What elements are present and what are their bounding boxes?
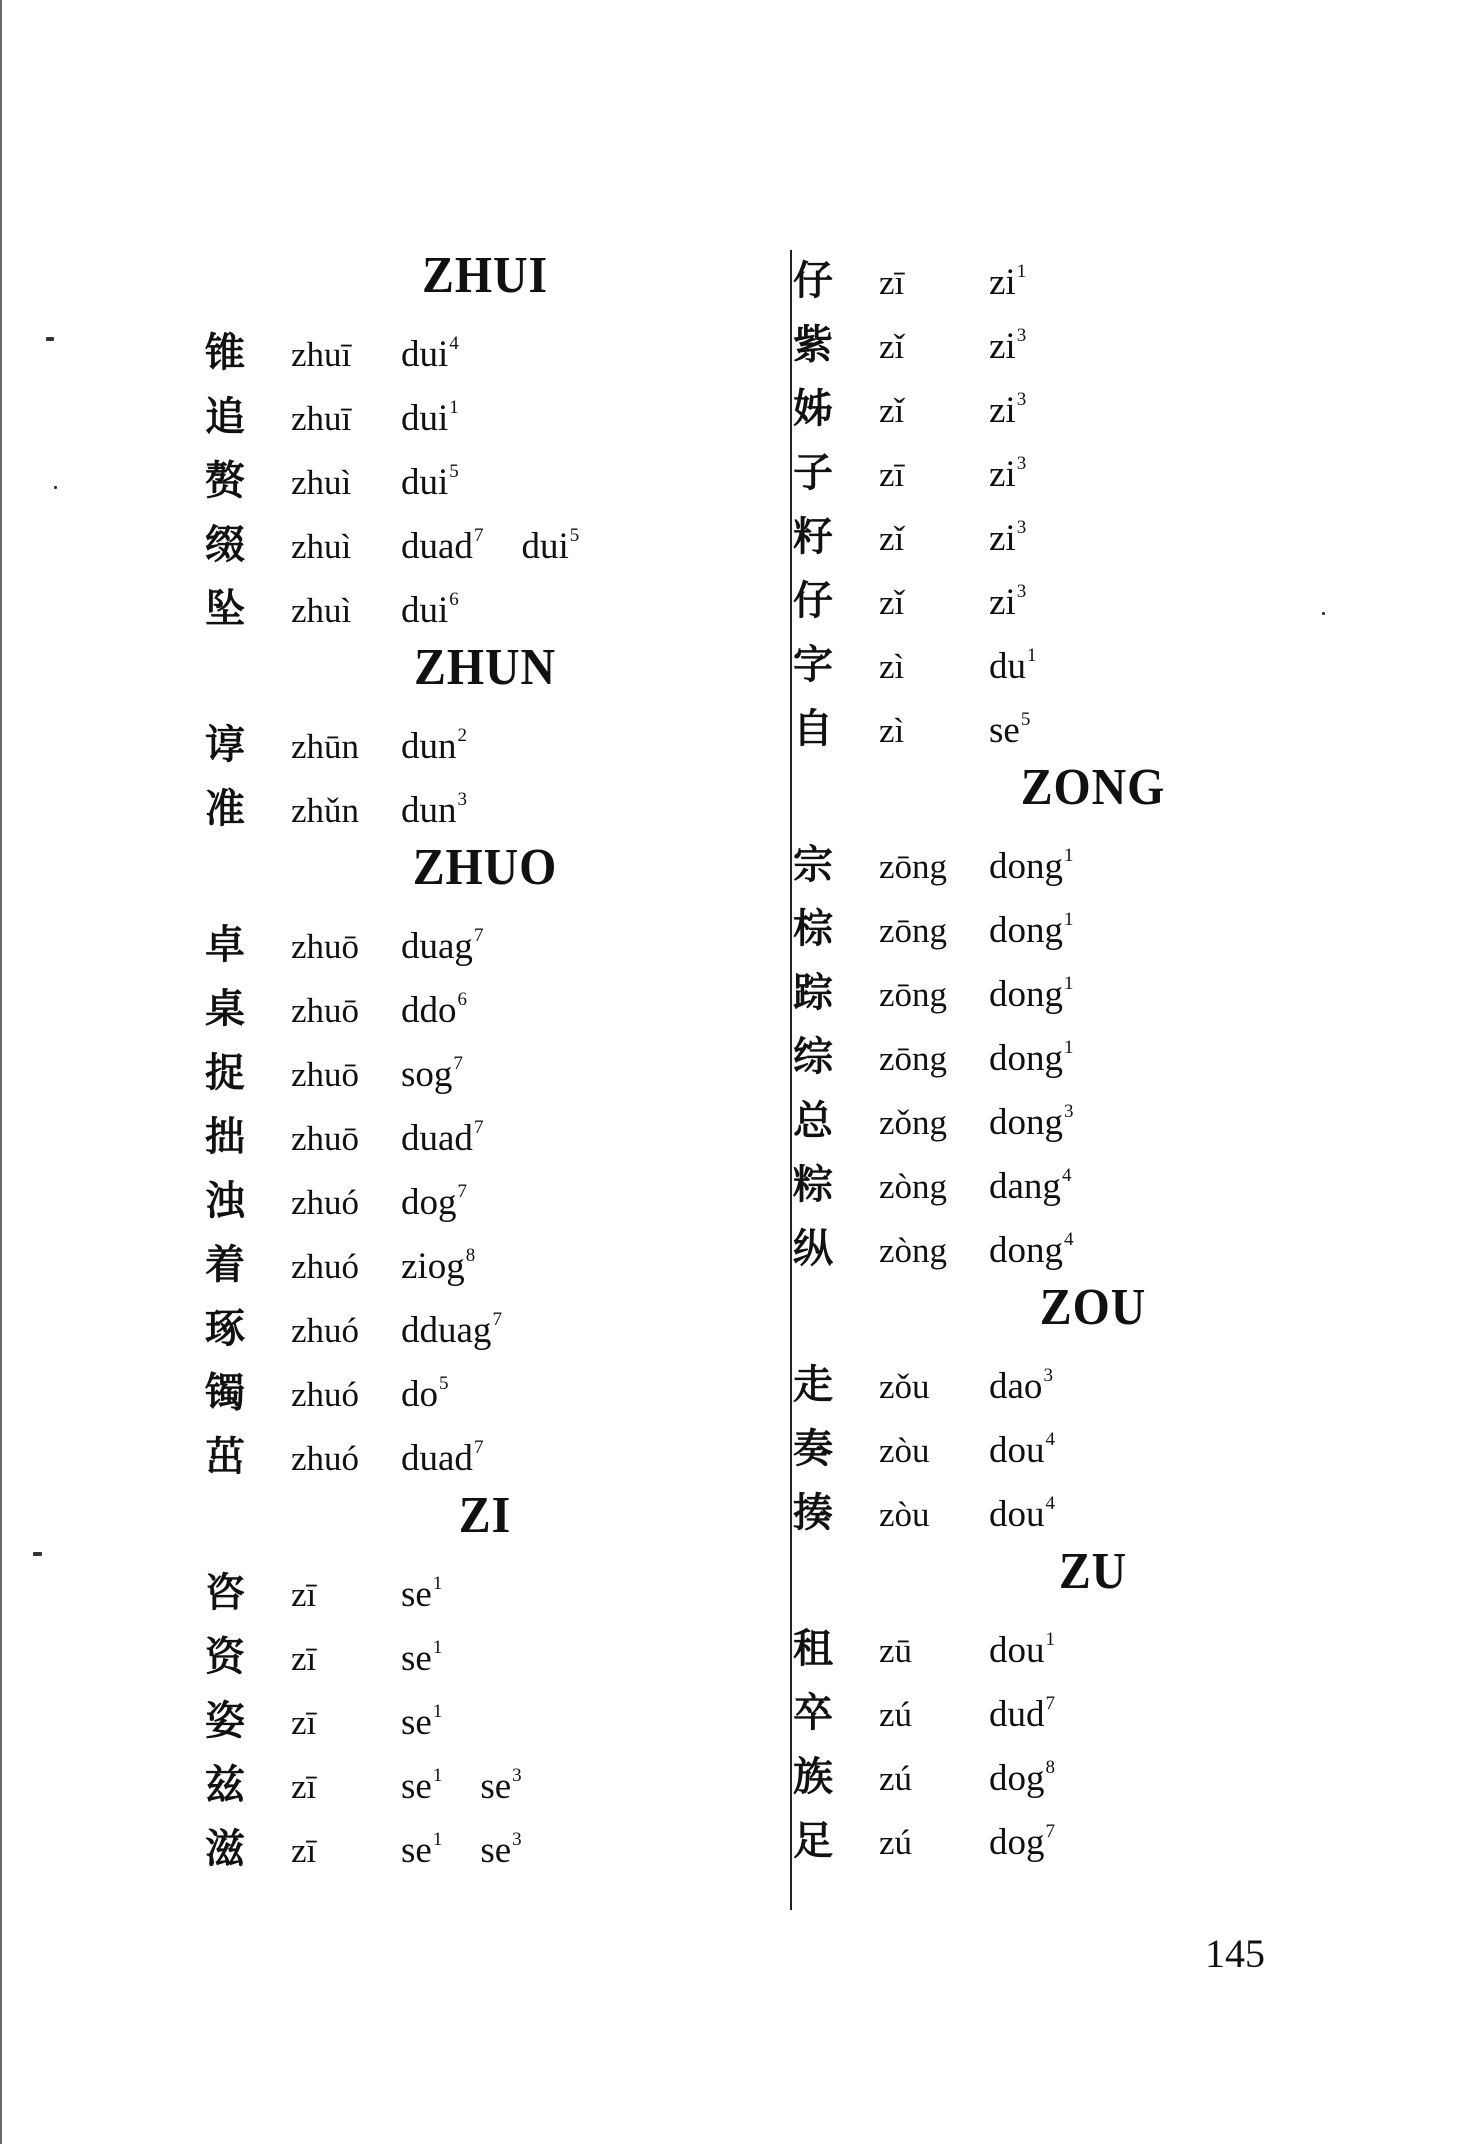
reading-syllable: dud — [989, 1694, 1045, 1735]
tone-number: 2 — [457, 725, 467, 746]
entry-character: 锥 — [205, 330, 245, 376]
entry-character: 准 — [205, 786, 245, 832]
dialect-reading — [480, 1808, 521, 1883]
reading-syllable: zi — [989, 390, 1016, 431]
entry-pinyin: zī — [291, 1767, 317, 1806]
column-divider — [790, 250, 792, 1910]
tone-number: 1 — [449, 397, 459, 418]
entry-character: 自 — [793, 706, 833, 752]
entry-character: 姿 — [205, 1698, 245, 1744]
dictionary-entry — [205, 1416, 765, 1480]
section-heading: ZHUO — [412, 839, 558, 896]
entry-character: 子 — [793, 450, 833, 496]
entry-character: 足 — [793, 1818, 833, 1864]
dictionary-entry — [205, 904, 765, 968]
scan-speck — [54, 486, 57, 489]
scan-speck — [33, 1552, 42, 1556]
tone-number: 4 — [1061, 1165, 1072, 1186]
tone-number: 7 — [473, 1117, 484, 1138]
page-edge-line — [0, 0, 2, 2144]
reading-syllable: dui — [401, 462, 449, 503]
entry-character: 琢 — [205, 1306, 245, 1352]
dictionary-entry — [793, 1608, 1393, 1672]
reading-syllable: dui — [401, 334, 449, 375]
dialect-reading — [401, 1808, 442, 1883]
reading-syllable: se — [480, 1830, 512, 1871]
tone-number: 6 — [449, 589, 459, 610]
tone-number: 3 — [1043, 1365, 1053, 1386]
entry-pinyin: zǒu — [879, 1367, 930, 1406]
entry-character: 茁 — [205, 1434, 245, 1480]
entry-pinyin: zhuī — [291, 335, 352, 374]
dictionary-entry — [205, 1552, 765, 1616]
dictionary-entry — [205, 376, 765, 440]
entry-character: 坠 — [205, 586, 245, 632]
reading-syllable: dui — [401, 398, 449, 439]
tone-number: 1 — [432, 1637, 443, 1658]
scan-speck — [46, 337, 54, 341]
tone-number: 8 — [465, 1245, 476, 1266]
reading-syllable: do — [401, 1374, 438, 1415]
dialect-reading — [521, 504, 579, 579]
entry-pinyin: zhuì — [291, 527, 352, 566]
entry-character: 紫 — [793, 322, 833, 368]
tone-number: 3 — [512, 1829, 522, 1850]
tone-number: 5 — [439, 1373, 449, 1394]
entry-pinyin: zhuó — [291, 1183, 360, 1222]
reading-syllable: zi — [989, 262, 1016, 303]
entry-pinyin: zhūn — [291, 727, 360, 766]
entry-character: 租 — [793, 1626, 833, 1672]
entry-character: 赘 — [205, 458, 245, 504]
right-column — [793, 240, 1393, 1864]
entry-character: 走 — [793, 1362, 833, 1408]
tone-number: 3 — [1016, 325, 1027, 346]
tone-number: 7 — [453, 1053, 463, 1074]
tone-number: 4 — [1045, 1493, 1055, 1514]
dictionary-section — [793, 1536, 1393, 1864]
reading-syllable: zi — [989, 326, 1016, 367]
entry-character: 谆 — [205, 722, 245, 768]
reading-syllable: dog — [989, 1822, 1045, 1863]
reading-syllable: se — [401, 1638, 432, 1679]
tone-number: 1 — [432, 1765, 443, 1786]
tone-number: 3 — [512, 1765, 522, 1786]
dictionary-entry — [205, 568, 765, 632]
reading-syllable: sog — [401, 1054, 453, 1095]
reading-syllable: zi — [989, 518, 1016, 559]
tone-number: 1 — [1027, 645, 1037, 666]
tone-number: 5 — [1020, 709, 1031, 730]
reading-syllable: dong — [989, 1102, 1063, 1143]
section-heading: ZONG — [1020, 759, 1166, 816]
entry-pinyin: zòu — [879, 1431, 930, 1470]
reading-syllable: dong — [989, 1038, 1063, 1079]
reading-syllable: duad — [401, 1438, 473, 1479]
entry-pinyin: zú — [879, 1759, 913, 1798]
entry-pinyin: zī — [879, 263, 905, 302]
entry-character: 着 — [205, 1242, 245, 1288]
entry-pinyin: zòng — [879, 1167, 948, 1206]
dictionary-entry — [205, 968, 765, 1032]
entry-pinyin: zhuó — [291, 1375, 360, 1414]
tone-number: 1 — [1064, 845, 1074, 866]
entry-pinyin: zhuó — [291, 1311, 360, 1350]
reading-syllable: dduag — [401, 1310, 492, 1351]
dictionary-entry — [205, 1160, 765, 1224]
tone-number: 7 — [492, 1309, 502, 1330]
entry-pinyin: zú — [879, 1823, 913, 1862]
reading-syllable: duag — [401, 926, 473, 967]
entry-pinyin: zhuō — [291, 991, 360, 1030]
section-heading: ZU — [1058, 1543, 1128, 1600]
dictionary-entry — [205, 504, 765, 568]
tone-number: 7 — [457, 1181, 467, 1202]
entry-pinyin: zǐ — [879, 391, 905, 430]
tone-number: 4 — [1045, 1429, 1055, 1450]
reading-syllable: duad — [401, 1118, 473, 1159]
entry-pinyin: zī — [291, 1575, 317, 1614]
dictionary-entry — [205, 1032, 765, 1096]
entry-character: 棕 — [793, 906, 833, 952]
section-heading: ZHUI — [422, 247, 548, 304]
tone-number: 7 — [473, 525, 484, 546]
dictionary-entry — [205, 1680, 765, 1744]
entry-pinyin: zī — [291, 1831, 317, 1870]
entry-character: 拙 — [205, 1114, 245, 1160]
tone-number: 5 — [449, 461, 459, 482]
tone-number: 1 — [432, 1573, 443, 1594]
dictionary-section — [793, 240, 1393, 752]
page-number: 145 — [1205, 1931, 1265, 1976]
tone-number: 7 — [473, 925, 484, 946]
reading-syllable: dong — [989, 1230, 1063, 1271]
entry-character: 滋 — [205, 1826, 245, 1872]
reading-syllable: se — [401, 1830, 432, 1871]
entry-pinyin: zī — [291, 1639, 317, 1678]
entry-pinyin: zòu — [879, 1495, 930, 1534]
reading-syllable: du — [989, 646, 1026, 687]
entry-character: 桌 — [205, 986, 245, 1032]
entry-pinyin: zhuī — [291, 399, 352, 438]
reading-syllable: se — [401, 1574, 432, 1615]
entry-pinyin: zī — [291, 1703, 317, 1742]
tone-number: 5 — [569, 525, 580, 546]
tone-number: 7 — [1045, 1693, 1055, 1714]
entry-pinyin: zhǔn — [291, 791, 360, 830]
entry-character: 卓 — [205, 922, 245, 968]
entry-character: 奏 — [793, 1426, 833, 1472]
entry-character: 追 — [205, 394, 245, 440]
reading-syllable: dou — [989, 1630, 1045, 1671]
reading-syllable: dong — [989, 974, 1063, 1015]
dictionary-entry — [793, 1344, 1393, 1408]
entry-character: 揍 — [793, 1490, 833, 1536]
reading-syllable: dou — [989, 1430, 1045, 1471]
entry-character: 仔 — [793, 258, 833, 304]
tone-number: 1 — [432, 1701, 443, 1722]
reading-syllable: dui — [521, 526, 569, 567]
reading-syllable: dou — [989, 1494, 1045, 1535]
tone-number: 1 — [1064, 973, 1074, 994]
reading-syllable: dun — [401, 790, 457, 831]
reading-syllable: dog — [989, 1758, 1045, 1799]
entry-pinyin: zhuō — [291, 1055, 360, 1094]
entry-pinyin: zú — [879, 1695, 913, 1734]
tone-number: 7 — [473, 1437, 484, 1458]
reading-syllable: dun — [401, 726, 457, 767]
entry-character: 宗 — [793, 842, 833, 888]
section-heading: ZHUN — [414, 639, 556, 696]
tone-number: 1 — [1064, 1037, 1074, 1058]
reading-syllable: duad — [401, 526, 473, 567]
section-heading: ZI — [458, 1487, 512, 1544]
entry-character: 字 — [793, 642, 833, 688]
entry-character: 总 — [793, 1098, 833, 1144]
dictionary-entry — [205, 768, 765, 832]
tone-number: 8 — [1045, 1757, 1055, 1778]
tone-number: 3 — [1016, 581, 1027, 602]
tone-number: 1 — [1045, 1629, 1055, 1650]
dialect-reading — [989, 1800, 1055, 1875]
dictionary-entry — [205, 440, 765, 504]
tone-number: 3 — [1016, 517, 1027, 538]
dictionary-entry — [205, 1744, 765, 1808]
tone-number: 1 — [432, 1829, 443, 1850]
tone-number: 3 — [457, 789, 467, 810]
entry-pinyin: zū — [879, 1631, 913, 1670]
entry-pinyin: zōng — [879, 1039, 948, 1078]
entry-character: 踪 — [793, 970, 833, 1016]
dictionary-section — [205, 240, 765, 632]
dictionary-section — [205, 1480, 765, 1872]
tone-number: 1 — [1016, 261, 1027, 282]
entry-character: 浊 — [205, 1178, 245, 1224]
dictionary-section — [205, 632, 765, 832]
reading-syllable: dang — [989, 1166, 1061, 1207]
dictionary-section — [793, 752, 1393, 1272]
reading-syllable: zi — [989, 582, 1016, 623]
entry-character: 镯 — [205, 1370, 245, 1416]
reading-syllable: dao — [989, 1366, 1043, 1407]
dictionary-entry — [205, 704, 765, 768]
tone-number: 4 — [449, 333, 459, 354]
reading-syllable: dui — [401, 590, 449, 631]
entry-pinyin: zhuì — [291, 591, 352, 630]
section-heading: ZOU — [1039, 1279, 1147, 1336]
dictionary-entry — [205, 1616, 765, 1680]
entry-pinyin: zī — [879, 455, 905, 494]
entry-character: 缀 — [205, 522, 245, 568]
entry-character: 仔 — [793, 578, 833, 624]
entry-pinyin: zì — [879, 647, 905, 686]
dictionary-entry — [205, 1096, 765, 1160]
tone-number: 1 — [1064, 909, 1074, 930]
dictionary-entry — [205, 312, 765, 376]
entry-character: 姊 — [793, 386, 833, 432]
entry-character: 粽 — [793, 1162, 833, 1208]
entry-character: 资 — [205, 1634, 245, 1680]
entry-pinyin: zhuō — [291, 1119, 360, 1158]
dictionary-entry — [205, 1224, 765, 1288]
dictionary-entry — [205, 1288, 765, 1352]
left-column — [205, 240, 765, 1872]
reading-syllable: se — [480, 1766, 512, 1807]
reading-syllable: ziog — [401, 1246, 465, 1287]
entry-pinyin: zǐ — [879, 583, 905, 622]
entry-pinyin: zōng — [879, 847, 948, 886]
reading-syllable: dong — [989, 910, 1063, 951]
reading-syllable: se — [401, 1702, 432, 1743]
tone-number: 4 — [1064, 1229, 1074, 1250]
entry-character: 籽 — [793, 514, 833, 560]
dictionary-section — [793, 1272, 1393, 1536]
entry-character: 族 — [793, 1754, 833, 1800]
reading-syllable: dog — [401, 1182, 457, 1223]
entry-pinyin: zòng — [879, 1231, 948, 1270]
entry-character: 综 — [793, 1034, 833, 1080]
entry-pinyin: zhuō — [291, 927, 360, 966]
tone-number: 3 — [1016, 453, 1027, 474]
entry-pinyin: zì — [879, 711, 905, 750]
entry-character: 卒 — [793, 1690, 833, 1736]
tone-number: 3 — [1016, 389, 1027, 410]
dictionary-entry — [793, 824, 1393, 888]
entry-pinyin: zhuó — [291, 1247, 360, 1286]
entry-pinyin: zǒng — [879, 1103, 948, 1142]
entry-pinyin: zōng — [879, 911, 948, 950]
entry-character: 兹 — [205, 1762, 245, 1808]
entry-pinyin: zǐ — [879, 519, 905, 558]
entry-pinyin: zhuó — [291, 1439, 360, 1478]
reading-syllable: ddo — [401, 990, 457, 1031]
entry-pinyin: zōng — [879, 975, 948, 1014]
reading-syllable: dong — [989, 846, 1063, 887]
dictionary-entry — [793, 240, 1393, 304]
reading-syllable: se — [401, 1766, 432, 1807]
entry-character: 捉 — [205, 1050, 245, 1096]
tone-number: 3 — [1064, 1101, 1074, 1122]
tone-number: 6 — [457, 989, 467, 1010]
entry-pinyin: zǐ — [879, 327, 905, 366]
tone-number: 7 — [1045, 1821, 1055, 1842]
dictionary-section — [205, 832, 765, 1480]
dictionary-entry — [205, 1808, 765, 1872]
reading-syllable: se — [989, 710, 1020, 751]
reading-syllable: zi — [989, 454, 1016, 495]
entry-character: 纵 — [793, 1226, 833, 1272]
entry-character: 咨 — [205, 1570, 245, 1616]
entry-pinyin: zhuì — [291, 463, 352, 502]
